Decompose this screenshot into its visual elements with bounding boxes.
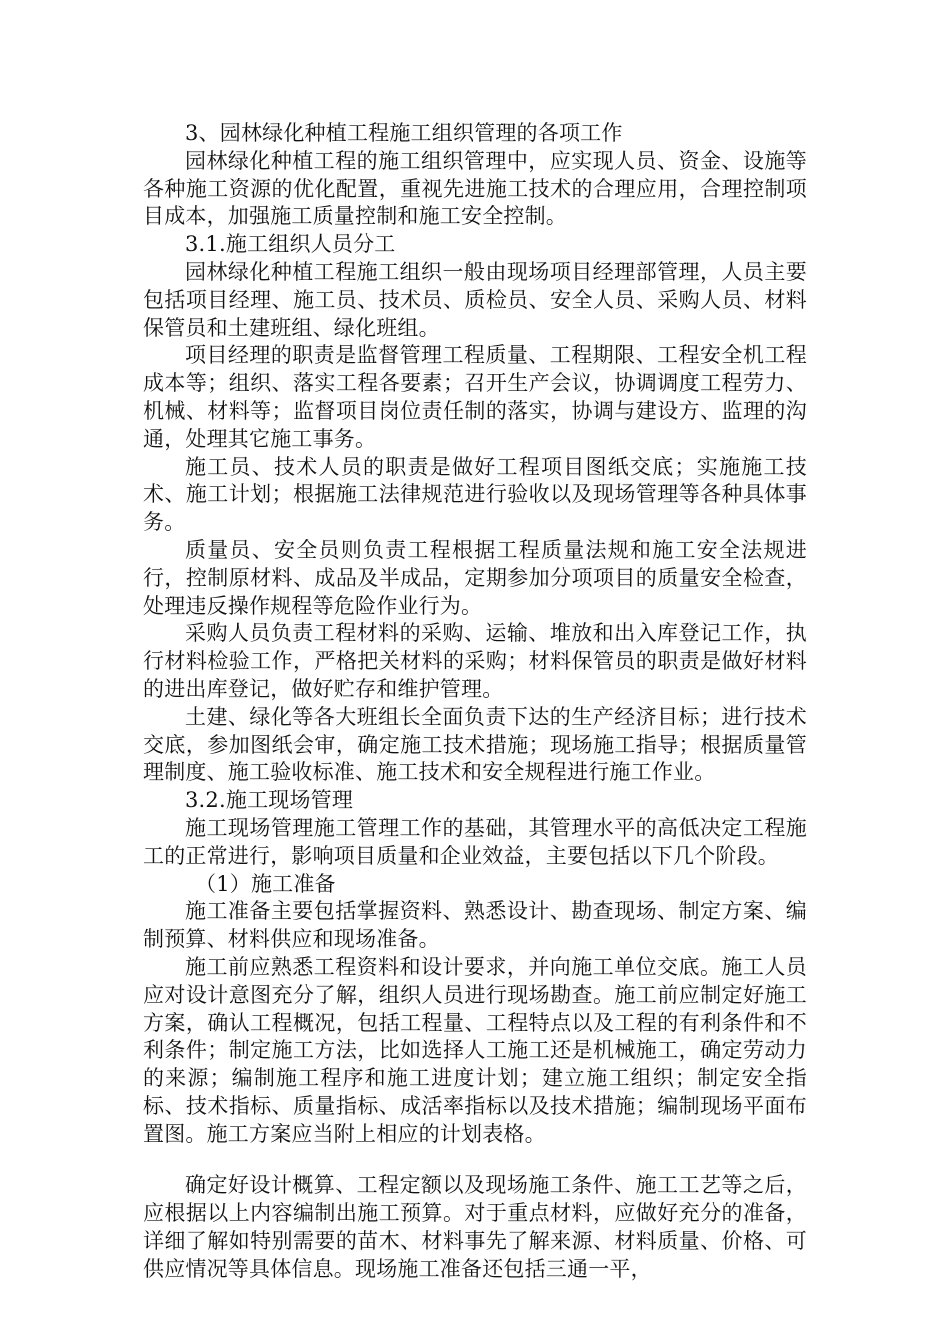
paragraph-quality-duties: 质量员、安全员则负责工程根据工程质量法规和施工安全法规进行，控制原材料、成品及半成品，定期参加分项项目的质量安全检查，处理违反操作规程等危险作业行为。 <box>143 537 807 618</box>
paragraph-team-duties: 土建、绿化等各大班组长全面负责下达的生产经济目标；进行技术交底，参加图纸会审，确定施工技术措施；现场施工指导；根据质量管理制度、施工验收标准、施工技术和安全规程进行施工作业。 <box>143 704 807 785</box>
document-body <box>143 120 807 1284</box>
paragraph-intro: 园林绿化种植工程的施工组织管理中，应实现人员、资金、设施等各种施工资源的优化配置，重视先进施工技术的合理应用，合理控制项目成本，加强施工质量控制和施工安全控制。 <box>143 148 807 229</box>
paragraph-manager-duties: 项目经理的职责是监督管理工程质量、工程期限、工程安全机工程成本等；组织、落实工程各要素；召开生产会议，协调调度工程劳力、机械、材料等；监督项目岗位责任制的落实，协调与建设方、监理的沟通，处理其它施工事务。 <box>143 343 807 451</box>
section-title: 3、园林绿化种植工程施工组织管理的各项工作 <box>185 121 623 145</box>
paragraph-preparation: 施工准备主要包括掌握资料、熟悉设计、勘查现场、制定方案、编制预算、材料供应和现场准备。 <box>143 899 807 952</box>
paragraph-before-construction: 施工前应熟悉工程资料和设计要求，并向施工单位交底。施工人员应对设计意图充分了解，组织人员进行现场勘查。施工前应制定好施工方案，确认工程概况，包括工程量、工程特点以及工程的有利条件和不利条件；制定施工方法，比如选择人工施工还是机械施工，确定劳动力的来源；编制施工程序和施工进度计划；建立施工组织；制定安全指标、技术指标、质量指标、成活率指标以及技术措施；编制现场平面布置图。施工方案应当附上相应的计划表格。 <box>143 954 807 1146</box>
list-item-preparation: （1）施工准备 <box>195 871 336 896</box>
paragraph-site-management: 施工现场管理施工管理工作的基础，其管理水平的高低决定工程施工的正常进行，影响项目质量和企业效益，主要包括以下几个阶段。 <box>143 815 807 868</box>
paragraph-builder-duties: 施工员、技术人员的职责是做好工程项目图纸交底；实施施工技术、施工计划；根据施工法律规范进行验收以及现场管理等各种具体事务。 <box>143 454 807 535</box>
paragraph-budget: 确定好设计概算、工程定额以及现场施工条件、施工工艺等之后，应根据以上内容编制出施工预算。对于重点材料，应做好充分的准备，详细了解如特别需要的苗木、材料事先了解来源、材料质量、价格、可供应情况等具体信息。现场施工准备还包括三通一平， <box>143 1173 807 1281</box>
paragraph-staff: 园林绿化种植工程施工组织一般由现场项目经理部管理，人员主要包括项目经理、施工员、技术员、质检员、安全人员、采购人员、材料保管员和土建班组、绿化班组。 <box>143 259 807 340</box>
subsection-title-3-1: 3.1.施工组织人员分工 <box>185 232 396 257</box>
subsection-title-3-2: 3.2.施工现场管理 <box>185 788 354 813</box>
paragraph-purchase-duties: 采购人员负责工程材料的采购、运输、堆放和出入库登记工作，执行材料检验工作，严格把关材料的采购；材料保管员的职责是做好材料的进出库登记，做好贮存和维护管理。 <box>143 621 807 701</box>
